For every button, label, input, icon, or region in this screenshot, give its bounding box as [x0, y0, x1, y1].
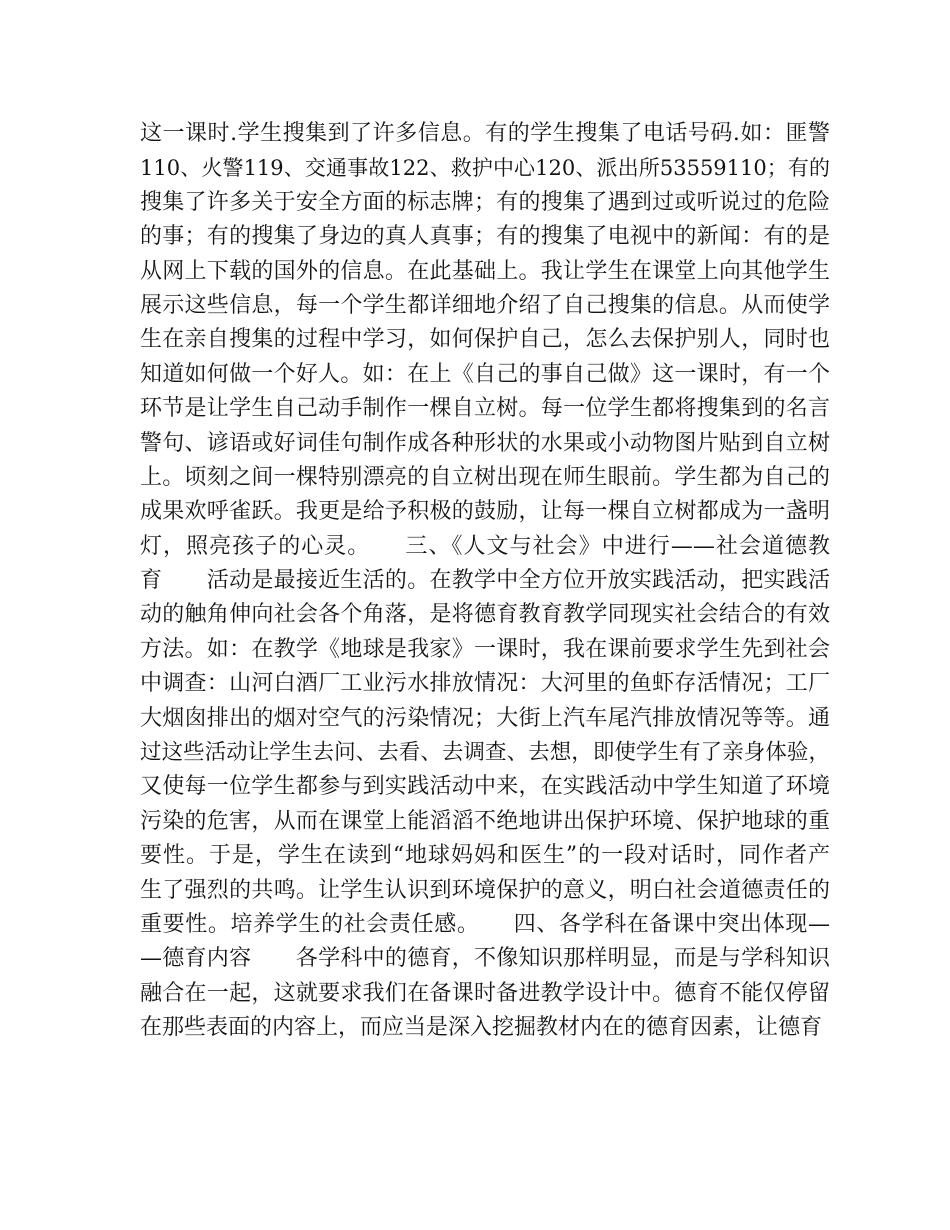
text-line: —德育内容 各学科中的德育，不像知识那样明显，而是与学科知识	[140, 946, 830, 972]
text-line: 搜集了许多关于安全方面的标志牌；有的搜集了遇到过或听说过的危险	[140, 189, 830, 215]
text-line: 警句、谚语或好词佳句制作成各种形状的水果或小动物图片贴到自立树	[140, 430, 830, 456]
text-line: 大烟囱排出的烟对空气的污染情况；大街上汽车尾汽排放情况等等。通	[140, 705, 830, 731]
text-line: 知道如何做一个好人。如：在上《自己的事自己做》这一课时，有一个	[140, 361, 830, 387]
text-line: 110、火警119、交通事故122、救护中心120、派出所53559110；有的	[140, 156, 830, 181]
text-line: 动的触角伸向社会各个角落，是将德育教育教学同现实社会结合的有效	[140, 602, 830, 628]
text-line: 展示这些信息，每一个学生都详细地介绍了自己搜集的信息。从而使学	[140, 292, 830, 318]
text-line: 生了强烈的共鸣。让学生认识到环境保护的意义，明白社会道德责任的	[140, 877, 830, 903]
text-line: 的事；有的搜集了身边的真人真事；有的搜集了电视中的新闻：有的是	[140, 224, 830, 250]
text-line: 中调查：山河白酒厂工业污水排放情况：大河里的鱼虾存活情况；工厂	[140, 671, 830, 697]
text-line: 要性。于是，学生在读到“地球妈妈和医生”的一段对话时，同作者产	[140, 843, 830, 869]
text-line: 污染的危害，从而在课堂上能滔滔不绝地讲出保护环境、保护地球的重	[140, 808, 830, 834]
text-line: 这一课时.学生搜集到了许多信息。有的学生搜集了电话号码.如：匪警	[140, 121, 830, 146]
text-line: 灯，照亮孩子的心灵。 三、《人文与社会》中进行——社会道德教	[140, 533, 830, 559]
text-line: 育 活动是最接近生活的。在教学中全方位开放实践活动，把实践活	[140, 568, 830, 594]
text-line: 上。顷刻之间一棵特别漂亮的自立树出现在师生眼前。学生都为自己的	[140, 464, 830, 490]
text-line: 生在亲自搜集的过程中学习，如何保护自己，怎么去保护别人，同时也	[140, 327, 830, 353]
text-line: 从网上下载的国外的信息。在此基础上。我让学生在课堂上向其他学生	[140, 258, 830, 284]
text-line: 过这些活动让学生去问、去看、去调查、去想，即使学生有了亲身体验，	[140, 740, 830, 766]
text-line: 在那些表面的内容上，而应当是深入挖掘教材内在的德育因素，让德育	[140, 1015, 823, 1041]
text-line: 融合在一起，这就要求我们在备课时备进教学设计中。德育不能仅停留	[140, 980, 830, 1006]
text-line: 又使每一位学生都参与到实践活动中来，在实践活动中学生知道了环境	[140, 774, 830, 800]
text-line: 环节是让学生自己动手制作一棵自立树。每一位学生都将搜集到的名言	[140, 396, 830, 422]
text-line: 成果欢呼雀跃。我更是给予积极的鼓励，让每一棵自立树都成为一盏明	[140, 499, 830, 525]
text-line: 方法。如：在教学《地球是我家》一课时，我在课前要求学生先到社会	[140, 636, 830, 662]
text-line: 重要性。培养学生的社会责任感。 四、各学科在备课中突出体现—	[140, 911, 830, 937]
body-text	[140, 117, 830, 1046]
